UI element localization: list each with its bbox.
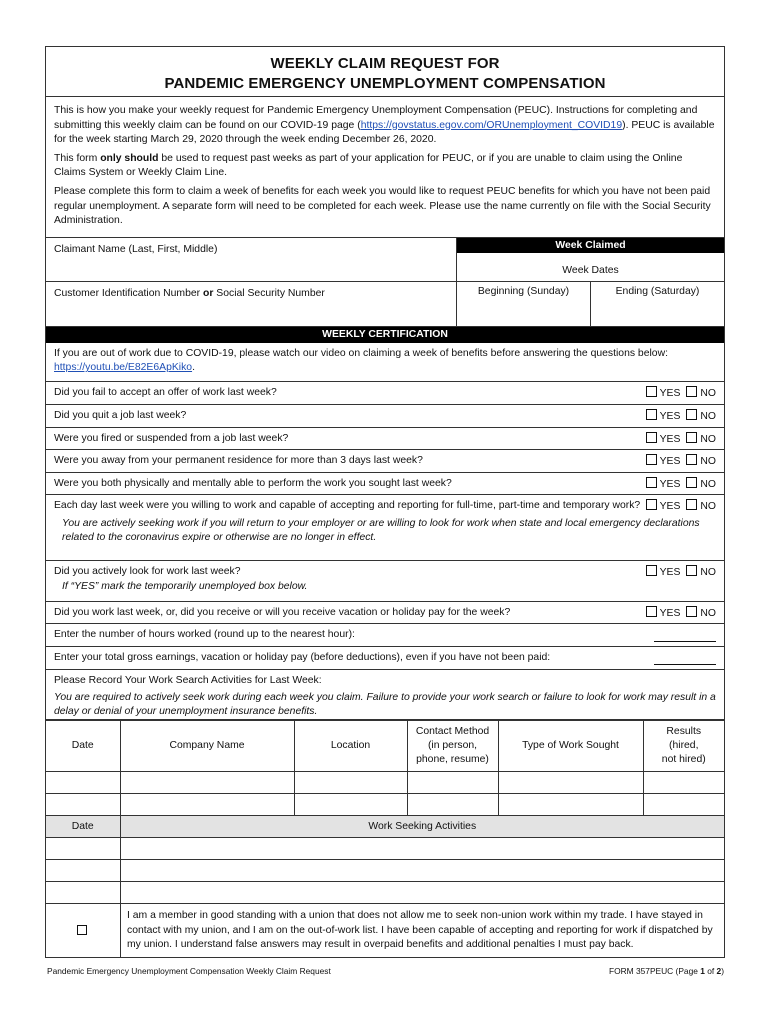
- yes-no-group: [646, 565, 716, 581]
- yes-checkbox[interactable]: [646, 477, 657, 488]
- table-cell[interactable]: [46, 859, 120, 881]
- no-label: NO: [700, 433, 716, 445]
- intro-paragraph-2: [54, 152, 716, 181]
- yes-label: YES: [659, 478, 681, 490]
- col-type-of-work: Type of Work Sought: [498, 720, 643, 771]
- contact-method-line-3: phone, resume): [416, 753, 489, 765]
- title-line-1: WEEKLY CLAIM REQUEST FOR: [270, 55, 500, 72]
- yes-label: YES: [659, 410, 681, 422]
- question-row: [46, 602, 724, 624]
- question-1-text: Did you fail to accept an offer of work last week?: [54, 386, 277, 398]
- no-checkbox[interactable]: [686, 432, 697, 443]
- activities-col-date: Date: [46, 815, 120, 837]
- work-search-heading: Please Record Your Work Search Activities for Last Week:: [54, 674, 322, 686]
- col-results: [643, 720, 724, 771]
- table-cell[interactable]: [498, 793, 643, 815]
- question-row: [46, 473, 724, 495]
- table-cell[interactable]: [120, 771, 294, 793]
- yes-checkbox[interactable]: [646, 454, 657, 465]
- results-line-2: (hired,: [669, 739, 699, 751]
- covid-page-link[interactable]: https://govstatus.egov.com/ORUnemployment_COVID19: [360, 119, 623, 131]
- claim-form: [45, 46, 725, 958]
- yes-no-group: [646, 409, 716, 425]
- yes-no-group: [646, 477, 716, 493]
- yes-no-group: [646, 432, 716, 448]
- question-6-note: You are actively seeking work if you will return to your employer or are willing to look for work when state and local emergency declarations related to the coronavirus expire or otherwise are no longer in effect.: [62, 517, 700, 544]
- claimant-name-label: Claimant Name (Last, First, Middle): [54, 243, 218, 255]
- intro-p1-text: This is how you make your weekly request for Pandemic Emergency Unemployment Compensation (PEUC). Instructions for completing and submitting this weekly claim can be found on our COVID-19 page (: [54, 105, 698, 131]
- question-row: [46, 561, 724, 602]
- activities-header-row: [46, 815, 724, 837]
- table-cell[interactable]: [120, 859, 724, 881]
- week-claimed-header: Week Claimed: [457, 238, 724, 253]
- no-label: NO: [700, 500, 716, 512]
- intro-p2-text: This form: [54, 152, 101, 164]
- claimant-section: [46, 238, 724, 327]
- question-row: [46, 405, 724, 428]
- footer-of: of: [704, 966, 717, 976]
- yes-label: YES: [659, 500, 681, 512]
- no-label: NO: [700, 455, 716, 467]
- table-cell[interactable]: [294, 793, 407, 815]
- table-cell[interactable]: [46, 881, 120, 903]
- col-date: Date: [46, 720, 120, 771]
- earnings-input[interactable]: [654, 663, 716, 665]
- yes-label: YES: [659, 607, 681, 619]
- contact-method-line-1: Contact Method: [415, 725, 490, 737]
- question-5-text: Were you both physically and mentally able to perform the work you sought last week?: [54, 477, 452, 489]
- yes-checkbox[interactable]: [646, 409, 657, 420]
- footer-page-total: 2: [716, 966, 722, 976]
- video-link[interactable]: https://youtu.be/E82E6ApKiko: [54, 362, 193, 374]
- table-cell[interactable]: [498, 771, 643, 793]
- results-line-3: not hired): [661, 753, 706, 765]
- question-7-text: Did you actively look for work last week?: [54, 565, 241, 577]
- work-search-warning: You are required to actively seek work during each week you claim. Failure to provide your work search or failure to look for work may result in a delay or denial of your unemployment insurance benefits.: [54, 691, 716, 718]
- certification-intro: [46, 343, 724, 382]
- yes-no-group: [646, 386, 716, 402]
- hours-row: [46, 624, 724, 647]
- no-checkbox[interactable]: [686, 454, 697, 465]
- no-label: NO: [700, 410, 716, 422]
- table-cell[interactable]: [120, 881, 724, 903]
- yes-label: YES: [659, 433, 681, 445]
- intro-p2-end: be used to request past weeks as part of your application for PEUC, or if you are unable to claim using the Online Claims System or Weekly Claim Line.: [54, 152, 683, 179]
- yes-no-group: [646, 499, 716, 515]
- table-cell[interactable]: [407, 771, 498, 793]
- no-checkbox[interactable]: [686, 565, 697, 576]
- certification-intro-text: If you are out of work due to COVID-19, please watch our video on claiming a week of benefits before answering the questions below:: [54, 347, 668, 359]
- question-row: [46, 450, 724, 473]
- yes-label: YES: [659, 455, 681, 467]
- no-checkbox[interactable]: [686, 386, 697, 397]
- no-checkbox[interactable]: [686, 477, 697, 488]
- table-cell[interactable]: [643, 771, 724, 793]
- col-company-name: Company Name: [120, 720, 294, 771]
- table-row: [46, 881, 724, 903]
- earnings-label: Enter your total gross earnings, vacation or holiday pay (before deductions), even if you have not been paid:: [54, 651, 551, 663]
- table-cell[interactable]: [407, 793, 498, 815]
- table-row: [46, 793, 724, 815]
- table-row: [46, 771, 724, 793]
- week-beginning-field[interactable]: Beginning (Sunday): [457, 282, 591, 326]
- weekly-certification-header: WEEKLY CERTIFICATION: [46, 327, 724, 343]
- question-4-text: Were you away from your permanent residence for more than 3 days last week?: [54, 454, 423, 466]
- yes-checkbox[interactable]: [646, 565, 657, 576]
- no-label: NO: [700, 478, 716, 490]
- footer-form-name: Pandemic Emergency Unemployment Compensation Weekly Claim Request: [47, 966, 331, 976]
- yes-checkbox[interactable]: [646, 432, 657, 443]
- work-search-header-row: [46, 720, 724, 771]
- claimant-name-field[interactable]: [46, 238, 456, 282]
- footer-page-number: 1: [700, 966, 705, 976]
- claimant-fields: [46, 238, 457, 326]
- yes-no-group: [646, 454, 716, 470]
- footer-form-number: FORM 357PEUC (Page: [608, 966, 701, 976]
- union-checkbox-cell: [46, 904, 121, 957]
- question-row: [46, 428, 724, 450]
- hours-input[interactable]: [654, 640, 716, 642]
- form-title: [46, 47, 724, 97]
- week-claimed-section: [457, 238, 724, 326]
- hours-label: Enter the number of hours worked (round up to the nearest hour):: [54, 628, 355, 640]
- question-2-text: Did you quit a job last week?: [54, 409, 187, 421]
- intro-paragraph-1: [54, 104, 716, 148]
- results-line-1: Results: [666, 725, 702, 737]
- question-3-text: Were you fired or suspended from a job last week?: [54, 432, 289, 444]
- yes-checkbox[interactable]: [646, 386, 657, 397]
- work-search-table: [46, 720, 724, 904]
- union-checkbox[interactable]: [77, 925, 87, 935]
- yes-checkbox[interactable]: [646, 499, 657, 510]
- table-cell[interactable]: [46, 837, 120, 859]
- work-search-intro: [46, 670, 724, 720]
- contact-method-line-2: (in person,: [427, 739, 478, 751]
- intro-section: [46, 97, 724, 238]
- week-dates-row: [457, 282, 724, 326]
- question-8-text: Did you work last week, or, did you receive or will you receive vacation or holiday pay for the week?: [54, 606, 511, 618]
- table-cell[interactable]: [46, 771, 120, 793]
- intro-p1-end: ). PEUC is available for the week starting March 29, 2020 through the week ending December 26, 2020.: [54, 119, 715, 146]
- intro-paragraph-3: Please complete this form to claim a week of benefits for each week you would like to request PEUC benefits for which you have not been paid regular unemployment. A separate form will need to be completed for each week. Please use the name currently on file with the Social Security Administration.: [54, 185, 711, 227]
- table-cell[interactable]: [120, 793, 294, 815]
- yes-label: YES: [659, 566, 681, 578]
- activities-col-label: Work Seeking Activities: [120, 815, 724, 837]
- yes-checkbox[interactable]: [646, 606, 657, 617]
- claimant-id-label: Customer Identification Number: [54, 287, 203, 299]
- claimant-id-or: or: [203, 287, 214, 299]
- footer-page-info: [609, 966, 724, 976]
- no-label: NO: [700, 607, 716, 619]
- yes-label: YES: [659, 387, 681, 399]
- yes-no-group: [646, 606, 716, 622]
- intro-p2-bold: only should: [100, 152, 159, 164]
- question-6-text: Each day last week were you willing to work and capable of accepting and reporting for full-time, part-time and temporary work?: [54, 499, 641, 511]
- no-checkbox[interactable]: [686, 606, 697, 617]
- footer-suffix: ): [721, 966, 724, 976]
- col-contact-method: [407, 720, 498, 771]
- question-row: [46, 382, 724, 405]
- table-cell[interactable]: [643, 793, 724, 815]
- table-row: [46, 837, 724, 859]
- earnings-row: [46, 647, 724, 670]
- table-cell[interactable]: [294, 771, 407, 793]
- union-statement: I am a member in good standing with a union that does not allow me to seek non-union work within my trade. I have stayed in contact with my union, and I am on the out-of-work list. I have been capable of accepting and reporting for work if dispatched by my union. I understand false answers may result in overpaid benefits and additional penalties I must pay back.: [127, 909, 713, 951]
- week-dates-label: Week Dates: [457, 253, 724, 282]
- table-cell[interactable]: [46, 793, 120, 815]
- title-line-2: PANDEMIC EMERGENCY UNEMPLOYMENT COMPENSATION: [164, 75, 606, 92]
- certification-intro-end: .: [192, 362, 195, 374]
- no-label: NO: [700, 387, 716, 399]
- table-row: [46, 859, 724, 881]
- no-label: NO: [700, 566, 716, 578]
- question-7-note: If “YES” mark the temporarily unemployed box below.: [62, 580, 308, 592]
- claimant-id-field[interactable]: [46, 282, 456, 326]
- week-ending-field[interactable]: Ending (Saturday): [615, 285, 700, 297]
- table-cell[interactable]: [120, 837, 724, 859]
- col-location: Location: [294, 720, 407, 771]
- claimant-id-label-end: Social Security Number: [213, 287, 325, 299]
- question-row: [46, 495, 724, 561]
- no-checkbox[interactable]: [686, 409, 697, 420]
- no-checkbox[interactable]: [686, 499, 697, 510]
- union-member-section: [46, 904, 724, 957]
